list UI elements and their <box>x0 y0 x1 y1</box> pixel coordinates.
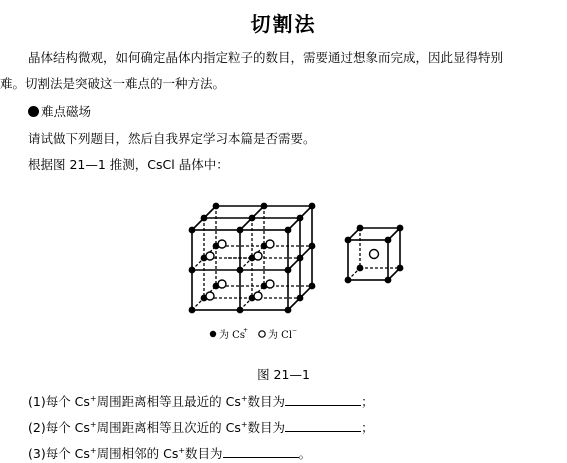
question-3-charge2: + <box>178 445 186 455</box>
question-3-middle: 周围相邻的 Cs <box>96 446 179 461</box>
question-1-end: ； <box>361 394 374 409</box>
question-3-suffix: 数目为 <box>185 446 223 461</box>
figure-caption: 图 21—1 <box>257 367 310 382</box>
question-1-charge2: + <box>240 393 248 403</box>
question-2-middle: 周围距离相等且次近的 Cs <box>96 420 241 435</box>
cl-legend-charge: − <box>292 327 298 334</box>
intro-line-2: 难。切割法是突破这一难点的一种方法。 <box>0 76 226 91</box>
answer-blank-2[interactable] <box>285 419 361 432</box>
question-3-charge: + <box>89 445 97 455</box>
intro-line-1: 晶体结构微观，如何确定晶体内指定粒子的数目，需要通过想象而完成，因此显得特别 <box>28 50 504 65</box>
question-2-prefix: (2)每个 Cs <box>28 420 90 435</box>
question-2-end: ； <box>361 420 374 435</box>
question-2-suffix: 数目为 <box>247 420 286 435</box>
prompt-text: 根据图 21—1 推测，CsCl 晶体中： <box>28 157 229 172</box>
bullet-icon <box>28 106 39 117</box>
question-3 <box>28 445 311 462</box>
question-1 <box>28 393 374 410</box>
instruction-text: 请试做下列题目，然后自我界定学习本篇是否需要。 <box>28 131 316 146</box>
question-1-charge: + <box>89 393 97 403</box>
cl-legend-icon <box>259 331 265 337</box>
question-2-charge2: + <box>240 419 248 429</box>
section-heading <box>28 104 91 120</box>
question-3-prefix: (3)每个 Cs <box>28 446 90 461</box>
question-1-prefix: (1)每个 Cs <box>28 394 90 409</box>
crystal-figure <box>180 192 420 352</box>
question-1-middle: 周围距离相等且最近的 Cs <box>96 394 241 409</box>
section-heading-text: 难点磁场 <box>41 104 92 119</box>
cs-legend-icon <box>210 331 216 337</box>
question-3-end: 。 <box>298 446 312 461</box>
page-title: 切割法 <box>250 12 317 36</box>
answer-blank-3[interactable] <box>223 445 299 458</box>
question-2 <box>28 419 374 436</box>
question-2-charge: + <box>89 419 97 429</box>
cs-legend-label: 为 Cs <box>219 330 245 341</box>
cl-legend-label: 为 Cl <box>268 330 293 341</box>
question-1-suffix: 数目为 <box>247 394 286 409</box>
answer-blank-1[interactable] <box>285 393 361 406</box>
cs-legend-charge: + <box>243 327 249 334</box>
